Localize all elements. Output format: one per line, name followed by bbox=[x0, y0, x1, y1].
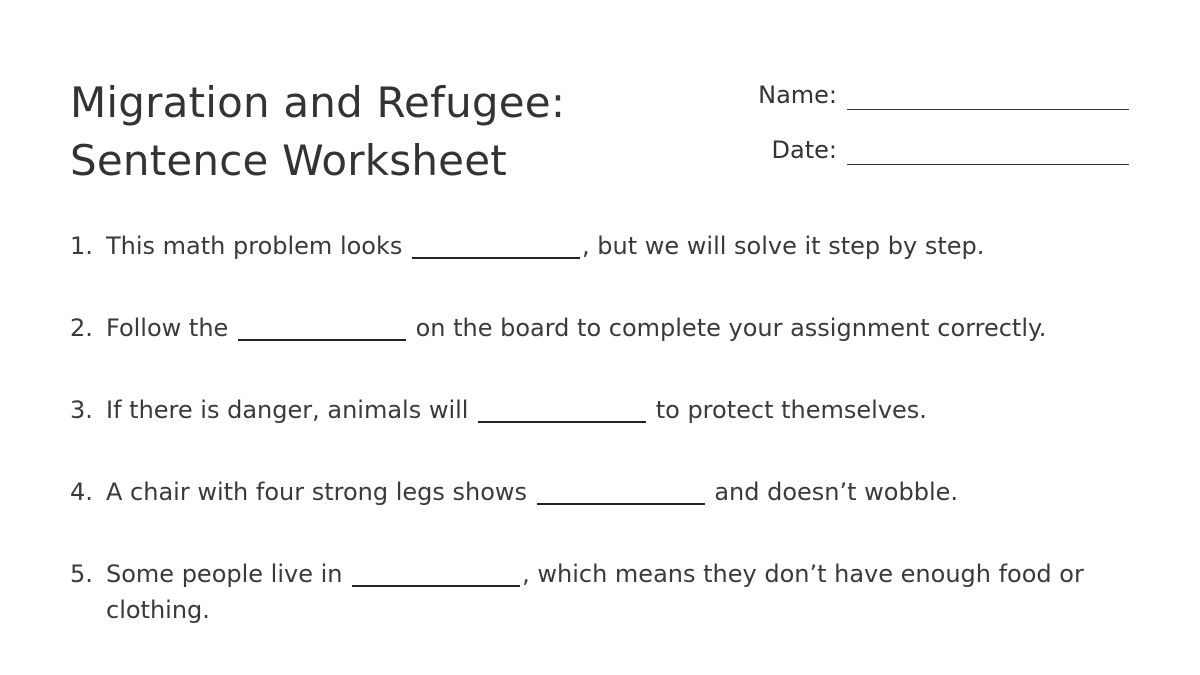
answer-blank[interactable] bbox=[412, 235, 580, 259]
date-label: Date: bbox=[771, 136, 837, 164]
question-number: 4. bbox=[70, 478, 93, 506]
question-text-after: , which means they don’t have enough food or clothing. bbox=[106, 560, 1084, 624]
question-3 bbox=[70, 392, 1150, 428]
worksheet-title bbox=[70, 74, 710, 190]
answer-blank[interactable] bbox=[537, 481, 705, 505]
question-text-before: A chair with four strong legs shows bbox=[106, 478, 535, 506]
title-line-1: Migration and Refugee: bbox=[70, 78, 566, 127]
answer-blank[interactable] bbox=[352, 563, 520, 587]
question-list bbox=[70, 228, 1150, 674]
name-label: Name: bbox=[758, 81, 837, 109]
question-number: 1. bbox=[70, 232, 93, 260]
question-text-after: and doesn’t wobble. bbox=[706, 478, 959, 506]
question-text-before: Follow the bbox=[106, 314, 236, 342]
question-text-after: on the board to complete your assignment correctly. bbox=[407, 314, 1047, 342]
name-blank-line[interactable] bbox=[847, 109, 1129, 110]
question-2 bbox=[70, 310, 1150, 346]
answer-blank[interactable] bbox=[478, 399, 646, 423]
question-text-before: This math problem looks bbox=[106, 232, 411, 260]
answer-blank[interactable] bbox=[238, 317, 406, 341]
question-text-after: , but we will solve it step by step. bbox=[582, 232, 985, 260]
question-text-before: If there is danger, animals will bbox=[106, 396, 477, 424]
question-1 bbox=[70, 228, 1150, 264]
title-line-2: Sentence Worksheet bbox=[70, 136, 507, 185]
question-4 bbox=[70, 474, 1150, 510]
question-number: 2. bbox=[70, 314, 93, 342]
question-5 bbox=[70, 556, 1150, 628]
question-text-before: Some people live in bbox=[106, 560, 351, 588]
date-blank-line[interactable] bbox=[847, 164, 1129, 165]
name-field bbox=[737, 80, 1129, 110]
question-text-after: to protect themselves. bbox=[648, 396, 927, 424]
question-number: 5. bbox=[70, 560, 93, 588]
question-number: 3. bbox=[70, 396, 93, 424]
date-field bbox=[737, 135, 1129, 165]
